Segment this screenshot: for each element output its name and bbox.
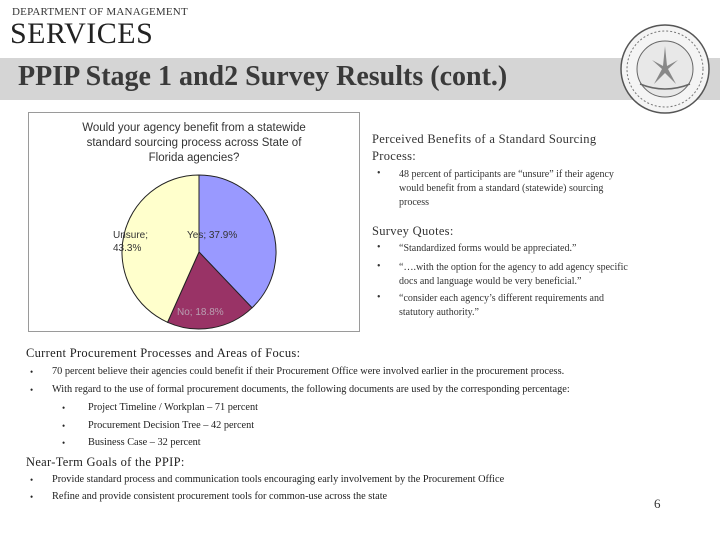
logo-services-text: SERVICES	[10, 17, 154, 50]
quote-item-2-line2: docs and language would be very beneficial.”	[399, 276, 582, 287]
slice-label-yes: Yes; 37.9%	[187, 230, 238, 241]
slice-label-unsure-line1: Unsure;	[113, 230, 149, 241]
benefits-bullet-1-line3: process	[399, 197, 429, 208]
quote-item-3-line2: statutory authority.”	[399, 307, 479, 318]
quotes-heading: Survey Quotes:	[372, 224, 454, 238]
benefits-heading-line2: Process:	[372, 149, 417, 163]
slice-label-no: No; 18.8%	[177, 307, 224, 318]
bullet-marker: •	[30, 367, 34, 377]
quote-item-3-line1: “consider each agency’s different requirements and	[399, 293, 604, 304]
quote-item-2	[399, 261, 628, 289]
bullet-marker: •	[377, 261, 381, 272]
quote-item-2-line1: “….with the option for the agency to add agency specific	[399, 262, 628, 273]
bullet-marker: •	[30, 385, 34, 395]
pie-chart-svg	[29, 113, 359, 331]
bullet-marker: •	[377, 292, 381, 303]
quote-item-3	[399, 292, 604, 320]
current-bullet-2: With regard to the use of formal procurement documents, the following documents are used by the corresponding percentage:	[52, 384, 570, 395]
bullet-marker: •	[377, 242, 381, 253]
pie-chart-panel	[28, 112, 360, 332]
benefits-heading-line1: Perceived Benefits of a Standard Sourcing	[372, 132, 597, 146]
bullet-marker: •	[30, 475, 34, 485]
slice-label-unsure-line2: 43.3%	[113, 243, 142, 254]
bullet-marker: •	[62, 421, 66, 431]
current-sub-bullet-3: Business Case – 32 percent	[88, 437, 201, 448]
bullet-marker: •	[30, 492, 34, 502]
florida-seal-icon	[618, 22, 712, 116]
bullet-marker: •	[62, 403, 66, 413]
page-number: 6	[654, 496, 661, 511]
bullet-marker: •	[62, 438, 66, 448]
current-sub-bullet-2: Procurement Decision Tree – 42 percent	[88, 420, 255, 431]
benefits-bullet-1-line1: 48 percent of participants are “unsure” if their agency	[399, 169, 614, 180]
goal-bullet-2: Refine and provide consistent procurement tools for common-use across the state	[52, 491, 388, 502]
quote-item-1: “Standardized forms would be appreciated.”	[399, 243, 577, 254]
logo-department-text: DEPARTMENT OF MANAGEMENT	[12, 6, 188, 18]
slide-title: PPIP Stage 1 and2 Survey Results (cont.)	[18, 61, 508, 92]
goal-bullet-1: Provide standard process and communication tools encouraging early involvement by the Procurement Office	[52, 474, 505, 485]
benefits-bullet-1-line2: would benefit from a standard (statewide) sourcing	[399, 183, 604, 194]
bullet-marker: •	[377, 168, 381, 179]
goals-heading: Near-Term Goals of the PPIP:	[26, 455, 185, 469]
current-sub-bullet-1: Project Timeline / Workplan – 71 percent	[88, 402, 258, 413]
chart-title: Would your agency benefit from a statewide standard sourcing process across State of Florida agencies?	[82, 122, 306, 164]
current-bullet-1: 70 percent believe their agencies could benefit if their Procurement Office were involved earlier in the procurement process.	[52, 366, 565, 377]
current-processes-heading: Current Procurement Processes and Areas of Focus:	[26, 346, 301, 360]
slice-label-unsure	[113, 229, 148, 255]
benefits-bullet-1	[399, 168, 614, 210]
